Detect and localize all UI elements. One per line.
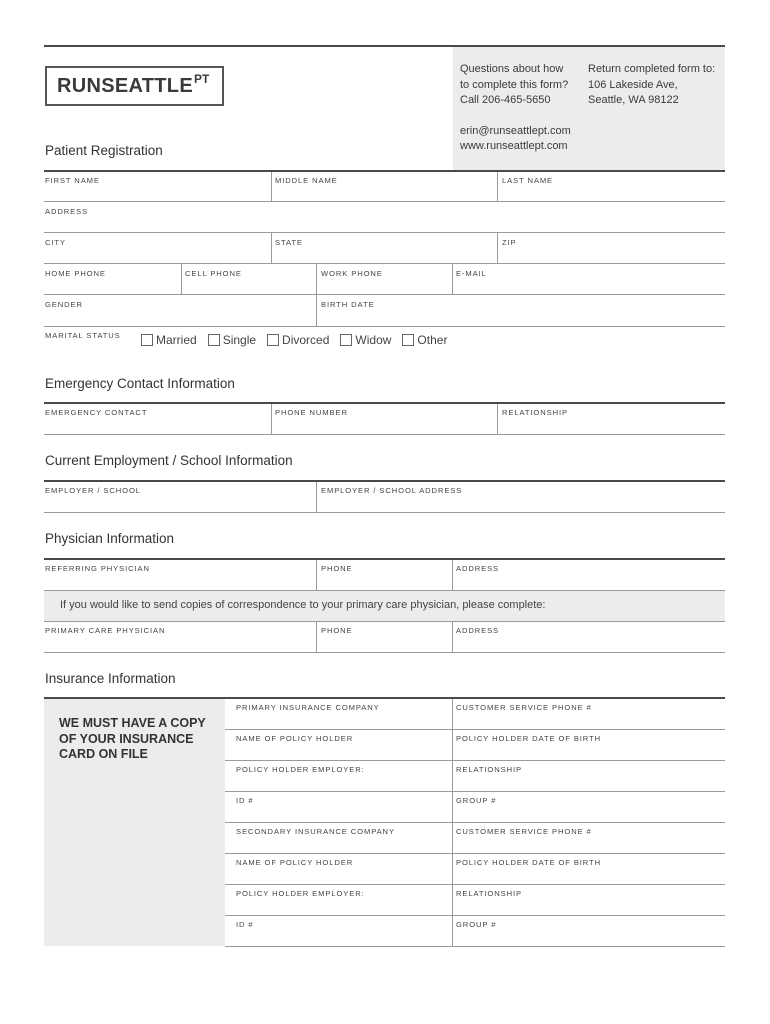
referring-phone-label: PHONE: [321, 564, 353, 573]
primary-relationship-label: RELATIONSHIP: [456, 765, 522, 774]
emergency-contact-title: Emergency Contact Information: [45, 376, 235, 391]
secondary-id-label: ID #: [236, 920, 254, 929]
primary-care-note-text: If you would like to send copies of correspondence to your primary care physician, please complete:: [60, 599, 546, 611]
email-label: E-MAIL: [456, 269, 487, 278]
secondary-holder-employer-label: POLICY HOLDER EMPLOYER:: [236, 889, 365, 898]
primary-care-note: [44, 590, 725, 621]
checkbox[interactable]: [141, 334, 153, 346]
phone-email-fields[interactable]: [44, 264, 725, 294]
secondary-group-label: GROUP #: [456, 920, 497, 929]
checkbox[interactable]: [267, 334, 279, 346]
emergency-phone-label: PHONE NUMBER: [275, 408, 348, 417]
secondary-insurance-company-label: SECONDARY INSURANCE COMPANY: [236, 827, 395, 836]
checkbox[interactable]: [208, 334, 220, 346]
primary-care-address-label: ADDRESS: [456, 626, 500, 635]
insurance-card-notice: [44, 699, 225, 946]
employer-address-label: EMPLOYER / SCHOOL ADDRESS: [321, 486, 463, 495]
city-state-zip-fields[interactable]: [44, 233, 725, 263]
primary-id-label: ID #: [236, 796, 254, 805]
marital-option-other[interactable]: [402, 333, 447, 347]
checkbox[interactable]: [340, 334, 352, 346]
employer-label: EMPLOYER / SCHOOL: [45, 486, 141, 495]
option-label: Other: [417, 333, 448, 347]
option-label: Single: [222, 333, 257, 347]
logo: [45, 66, 224, 106]
secondary-relationship-label: RELATIONSHIP: [456, 889, 522, 898]
row-rule: [225, 946, 725, 947]
option-label: Divorced: [282, 333, 330, 347]
employment-fields[interactable]: [44, 482, 725, 512]
secondary-holder-dob-label: POLICY HOLDER DATE OF BIRTH: [456, 858, 601, 867]
primary-group-label: GROUP #: [456, 796, 497, 805]
gender-birth-fields[interactable]: [44, 295, 725, 326]
marital-option-single[interactable]: [208, 333, 256, 347]
middle-name-label: MIDDLE NAME: [275, 176, 338, 185]
referring-physician-fields[interactable]: [44, 560, 725, 590]
primary-holder-employer-label: POLICY HOLDER EMPLOYER:: [236, 765, 365, 774]
state-label: STATE: [275, 238, 303, 247]
option-label: Married: [156, 333, 197, 347]
option-label: Widow: [355, 333, 392, 347]
insurance-title: Insurance Information: [45, 671, 176, 686]
referring-physician-label: REFERRING PHYSICIAN: [45, 564, 150, 573]
row-rule: [44, 326, 725, 327]
primary-care-fields[interactable]: [44, 622, 725, 652]
first-name-label: FIRST NAME: [45, 176, 100, 185]
primary-insurance-company-label: PRIMARY INSURANCE COMPANY: [236, 703, 380, 712]
referring-address-label: ADDRESS: [456, 564, 500, 573]
contact-email[interactable]: erin@runseattlept.com: [460, 125, 571, 137]
questions-text: Questions about how to complete this form? Call 206-465-5650: [460, 63, 569, 106]
patient-registration-title: Patient Registration: [45, 143, 163, 158]
primary-customer-service-label: CUSTOMER SERVICE PHONE #: [456, 703, 592, 712]
emergency-contact-label: EMERGENCY CONTACT: [45, 408, 148, 417]
address-field[interactable]: [44, 202, 725, 231]
row-rule: [44, 512, 725, 513]
return-address-text: Return completed form to: 106 Lakeside Ave, Seattle, WA 98122: [588, 63, 716, 106]
insurance-fields[interactable]: [225, 699, 725, 946]
secondary-policy-holder-label: NAME OF POLICY HOLDER: [236, 858, 354, 867]
primary-care-physician-label: PRIMARY CARE PHYSICIAN: [45, 626, 166, 635]
marital-option-widow[interactable]: [340, 333, 391, 347]
birth-date-label: BIRTH DATE: [321, 300, 375, 309]
logo-superscript: PT: [193, 72, 210, 86]
primary-holder-dob-label: POLICY HOLDER DATE OF BIRTH: [456, 734, 601, 743]
contact-website[interactable]: www.runseattlept.com: [460, 140, 568, 152]
marital-option-divorced[interactable]: [267, 333, 329, 347]
name-fields-row[interactable]: [44, 172, 725, 201]
insurance-card-notice-text: WE MUST HAVE A COPY OF YOUR INSURANCE CARD ON FILE: [59, 716, 206, 761]
row-rule: [44, 652, 725, 653]
zip-label: ZIP: [502, 238, 517, 247]
cell-phone-label: CELL PHONE: [185, 269, 242, 278]
primary-care-phone-label: PHONE: [321, 626, 353, 635]
city-label: CITY: [45, 238, 66, 247]
primary-policy-holder-label: NAME OF POLICY HOLDER: [236, 734, 354, 743]
marital-option-married[interactable]: [141, 333, 197, 347]
last-name-label: LAST NAME: [502, 176, 554, 185]
work-phone-label: WORK PHONE: [321, 269, 383, 278]
checkbox[interactable]: [402, 334, 414, 346]
gender-label: GENDER: [45, 300, 83, 309]
employment-title: Current Employment / School Information: [45, 453, 293, 468]
row-rule: [44, 590, 725, 591]
row-rule: [44, 434, 725, 435]
marital-status-options: [141, 333, 458, 347]
home-phone-label: HOME PHONE: [45, 269, 106, 278]
emergency-relationship-label: RELATIONSHIP: [502, 408, 568, 417]
physician-title: Physician Information: [45, 531, 175, 546]
emergency-contact-fields[interactable]: [44, 404, 725, 434]
logo-wordmark: RUNSEATTLE: [57, 74, 193, 97]
secondary-customer-service-label: CUSTOMER SERVICE PHONE #: [456, 827, 592, 836]
address-label: ADDRESS: [45, 207, 89, 216]
marital-status-label: MARITAL STATUS: [45, 331, 121, 340]
